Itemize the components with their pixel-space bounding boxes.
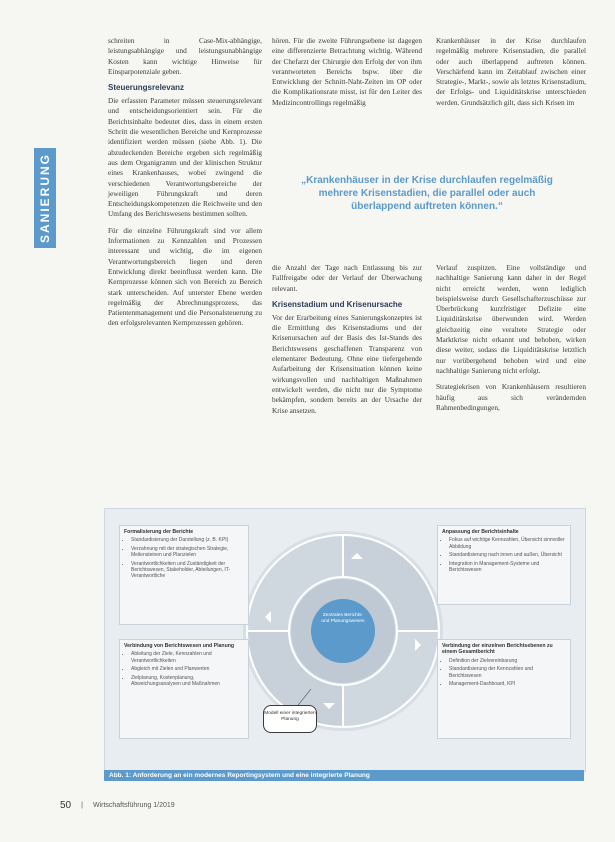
box-tr-item: • Integration in Management-Systeme und Berichtswesen (449, 561, 566, 574)
box-br-item: • Definition der Zielvereinbarung (449, 658, 566, 664)
section-tab-label: SANIERUNG (38, 152, 53, 244)
box-tl-title: Formalisierung der Berichte (124, 529, 194, 535)
col3-paragraph-2: Verlauf zuspitzen. Eine vollständige und nachhaltige Sanierung kann daher in der Regel nicht erreicht werden, wenn lediglich beispielsweise durch Gesellschafterzuschüsse zur Überbrückung kurzfristiger Defizite eine Liquiditätskrise überwunden wird. Werden gleichzeitig eine veraltete Strategie oder Marktkrise nicht erkannt und behoben, wirken diese weiter, sodass die Liquiditätskrise letztlich nur vorübergehend behoben wird und eine nachhaltige Sanierung nicht erfolgt. (436, 263, 586, 375)
box-br-item: • Standardisierung der Kennzahlen und Berichtswesen (449, 666, 566, 679)
box-tr-item: • Fokus auf wichtige Kennzahlen, Übersicht sinnvoller Abbildung (449, 537, 566, 550)
box-tl-item: • Standardisierung der Darstellung (z. B. KPI) (131, 537, 244, 543)
box-tr-item: • Standardisierung nach innen und außen, Übersicht (449, 552, 566, 558)
col2-paragraph-3: Vor der Erarbeitung eines Sanierungskonzeptes ist die Ermittlung des Krisenstadiums und der Krisenursachen auf der Basis des Ist-Stands des Berichtswesens geschaffenen Transparenz von elementarer Bedeutung. Ohne eine tiefergehende Aufarbeitung der Krisensituation können keine wirkungsvollen und nachhaltigen Maßnahmen entwickelt werden, die nicht nur die Symptome bekämpfen, sondern bereits an der Ursache der Krise ansetzen. (272, 312, 422, 415)
col1-paragraph-1: Die erfassten Parameter müssen steuerungsrelevant und entscheidungsorientiert sein. Für die Berichtsinhalte bedeutet dies, dass in einem ersten Schritt die wesentlichen Bereiche und Kernprozesse identifiziert werden müssen (siehe Abb. 1). Die abzudeckenden Bereiche ergeben sich regelmäßig aus dem Organigramm und der klinischen Struktur eines Krankenhauses, wobei zwingend die verschiedenen Verantwortungsbereiche der jeweiligen Führungskraft und deren Entscheidungskompetenzen die Reichweite und den Umfang des Berichtswesens bestimmen sollten. (108, 96, 262, 219)
box-bl-item: • Zielplanung, Kostenplanung, Abweichungsanalysen und Maßnahmen (131, 675, 244, 688)
col2-paragraph-1: hören. Für die zweite Führungsebene ist dagegen eine differenzierte Betrachtung wichtig. Während der Chefarzt der Chirurgie den Erfolg der von ihm verantworteten Bereichs bspw. über die Entwicklung der Schnitt-Naht-Zeiten im OP oder die Komplikationsrate misst, ist für den Leiter des Medizincontrollings regelmäßig (272, 36, 422, 107)
col2-paragraph-2: die Anzahl der Tage nach Entlassung bis zur Fallfreigabe oder der Verlauf der Überwachung relevant. (272, 263, 422, 293)
col1-intro: schreiten in Case-Mix-abhängige, leistungsabhängige und leistungsunabhängige Kosten kann wichtige Hinweise für Einsparpotenziale geben. (108, 36, 262, 76)
journal-name: Wirtschaftsführung 1/2019 (92, 802, 175, 809)
page-footer (60, 800, 460, 811)
box-tr-title: Anpassung der Berichtsinhalte (442, 529, 519, 535)
pull-quote: „Krankenhäuser in der Krise durchlaufen regelmäßig mehrere Krisenstadien, die parallel oder auch überlappend auftreten können.“ (301, 175, 553, 212)
column-3-bottom (436, 263, 586, 413)
box-formalisierung (119, 525, 249, 625)
column-2-bottom (272, 263, 422, 416)
center-circle (311, 599, 375, 663)
box-bl-item: • Abgleich mit Zielen und Planwerten (131, 666, 244, 672)
column-3-top (436, 36, 586, 108)
model-label: Modell einer integrierten Planung (263, 705, 317, 733)
section-tab (34, 148, 56, 248)
box-tl-item: • Verantwortlichkeiten und Zuständigkeit der Berichtswesen, Stakeholder, Abteilungen, IT-Verantwortliche (131, 561, 244, 580)
box-berichtswesen-planung (119, 639, 249, 739)
box-tl-item: • Verzahnung mit der strategischen Strategie, Meilensteinen und Planzielen (131, 546, 244, 559)
figure-caption: Abb. 1: Anforderung an ein modernes Reportingsystem und eine integrierte Planung (104, 770, 584, 781)
column-1 (108, 36, 262, 329)
box-br-title: Verbindung der einzelnen Berichtsebenen zu einem Gesamtbericht (442, 643, 553, 656)
box-anpassung (437, 525, 571, 605)
page-number: 50 (60, 800, 72, 811)
box-berichtsebenen (437, 639, 571, 739)
col2-heading: Krisenstadium und Krisenursache (272, 299, 403, 309)
box-bl-item: • Ableitung der Ziele, Kennzahlen und Verantwortlichkeiten (131, 651, 244, 664)
col1-heading: Steuerungsrelevanz (108, 83, 185, 93)
column-2-top (272, 36, 422, 108)
col1-paragraph-2: Für die einzelne Führungskraft sind vor allem Informationen zu Kennzahlen und Prozessen interessant und wichtig, die im eigenen Verantwortungsbereich liegen und deren Entwicklung direkt beeinflusst werden kann. Die Kernprozesse können sich von Bereich zu Bereich stark unterscheiden. Auf unterster Ebene werden regelmäßig der Abrechnungsprozess, das Patientenmanagement und die Personalsteuerung zu den erfolgsrelevanten Kernprozessen gehören. (108, 225, 262, 328)
box-bl-title: Verbindung von Berichtswesen und Planung (124, 643, 235, 649)
box-br-item: • Management-Dashboard, KPI (449, 681, 566, 687)
col3-paragraph-1: Krankenhäuser in der Krise durchlaufen regelmäßig mehrere Krisenstadien, die parallel oder auch überlappend auftreten können. Verschärfend kann im Zeitablauf zwischen einer Strategie-, Markt-, sowie als letztes Krisenstadium, der Erfolgs- und Liquiditätskrise unterschieden werden. Grundsätzlich gilt, dass sich Krisen im (436, 36, 586, 107)
col3-paragraph-3: Strategiekrisen von Krankenhäusern resultieren häufig aus sich verändernden Rahmenbedingungen, (436, 382, 586, 412)
footer-separator: | (81, 802, 83, 809)
figure-diagram (104, 508, 586, 772)
center-label: Zentrales Berichts- und Planungswesen (321, 613, 365, 624)
